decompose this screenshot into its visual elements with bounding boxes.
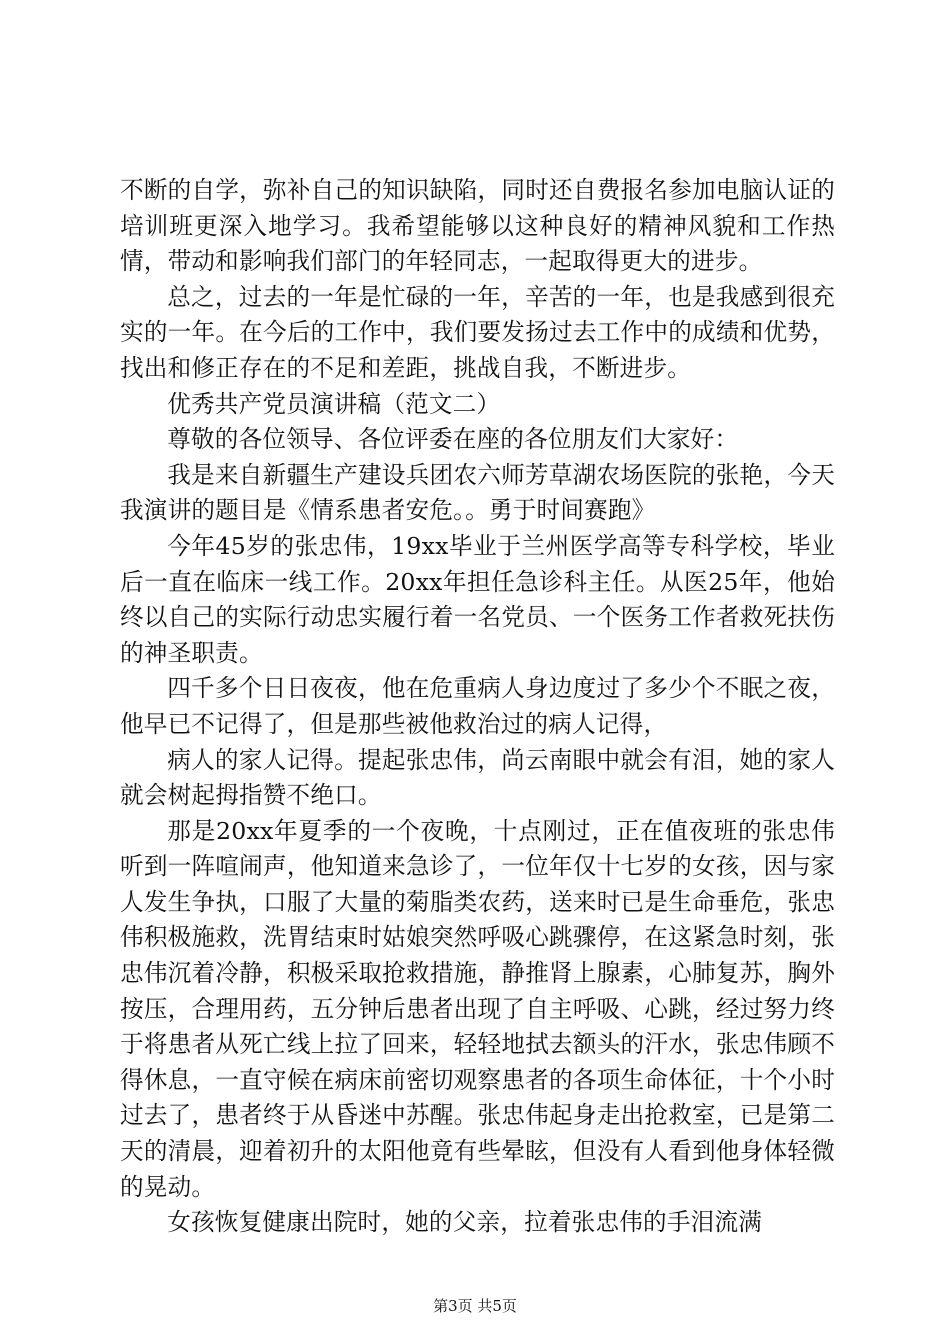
paragraph-family: 病人的家人记得。提起张忠伟，尚云南眼中就会有泪，她的家人就会树起拇指赞不绝口。 (120, 745, 835, 810)
speech-title: 优秀共产党员演讲稿（范文二） (167, 389, 501, 418)
paragraph-continuation: 不断的自学，弥补自己的知识缺陷，同时还自费报名参加电脑认证的培训班更深入地学习。我希望能够以这种良好的精神风貌和工作热情，带动和影响我们部门的年轻同志，一起取得更大的进步。 (120, 176, 835, 276)
paragraph-introduction: 我是来自新疆生产建设兵团农六师芳草湖农场医院的张艳，今天我演讲的题目是《情系患者安危。。勇于时间赛跑》 (120, 460, 835, 525)
paragraph-nights: 四千多个日日夜夜，他在危重病人身边度过了多少个不眠之夜，他早已不记得了，但是那些被他救治过的病人记得， (120, 674, 835, 738)
page-footer: 第3页 共5页 (433, 1297, 517, 1315)
paragraph-discharge: 女孩恢复健康出院时，她的父亲，拉着张忠伟的手泪流满 (167, 1208, 763, 1237)
document-body (120, 173, 835, 1241)
paragraph-rescue-story: 那是20xx年夏季的一个夜晚，十点刚过，正在值夜班的张忠伟听到一阵喧闹声，他知道来急诊了，一位年仅十七岁的女孩，因与家人发生争执，口服了大量的菊脂类农药，送来时已是生命垂危，张忠伟积极施救，洗胃结束时姑娘突然呼吸心跳骤停，在这紧急时刻，张忠伟沉着冷静，积极采取抢救措施，静推肾上腺素，心肺复苏，胸外按压，合理用药，五分钟后患者出现了自主呼吸、心跳，经过努力终于将患者从死亡线上拉了回来，轻轻地拭去额头的汗水，张忠伟顾不得休息，一直守候在病床前密切观察患者的各项生命体征，十个小时过去了，患者终于从昏迷中苏醒。张忠伟起身走出抢救室，已是第二天的清晨，迎着初升的太阳他竟有些晕眩，但没有人看到他身体轻微的晃动。 (120, 816, 835, 1201)
paragraph-summary: 总之，过去的一年是忙碌的一年，辛苦的一年，也是我感到很充实的一年。在今后的工作中，我们要发扬过去工作中的成绩和优势，找出和修正存在的不足和差距，挑战自我，不断进步。 (120, 282, 835, 382)
paragraph-background: 今年45岁的张忠伟，19xx毕业于兰州医学高等专科学校，毕业后一直在临床一线工作。20xx年担任急诊科主任。从医25年，他始终以自己的实际行动忠实履行着一名党员、一个医务工作者救死扶伤的神圣职责。 (120, 531, 835, 667)
salutation: 尊敬的各位领导、各位评委在座的各位朋友们大家好： (167, 425, 739, 454)
